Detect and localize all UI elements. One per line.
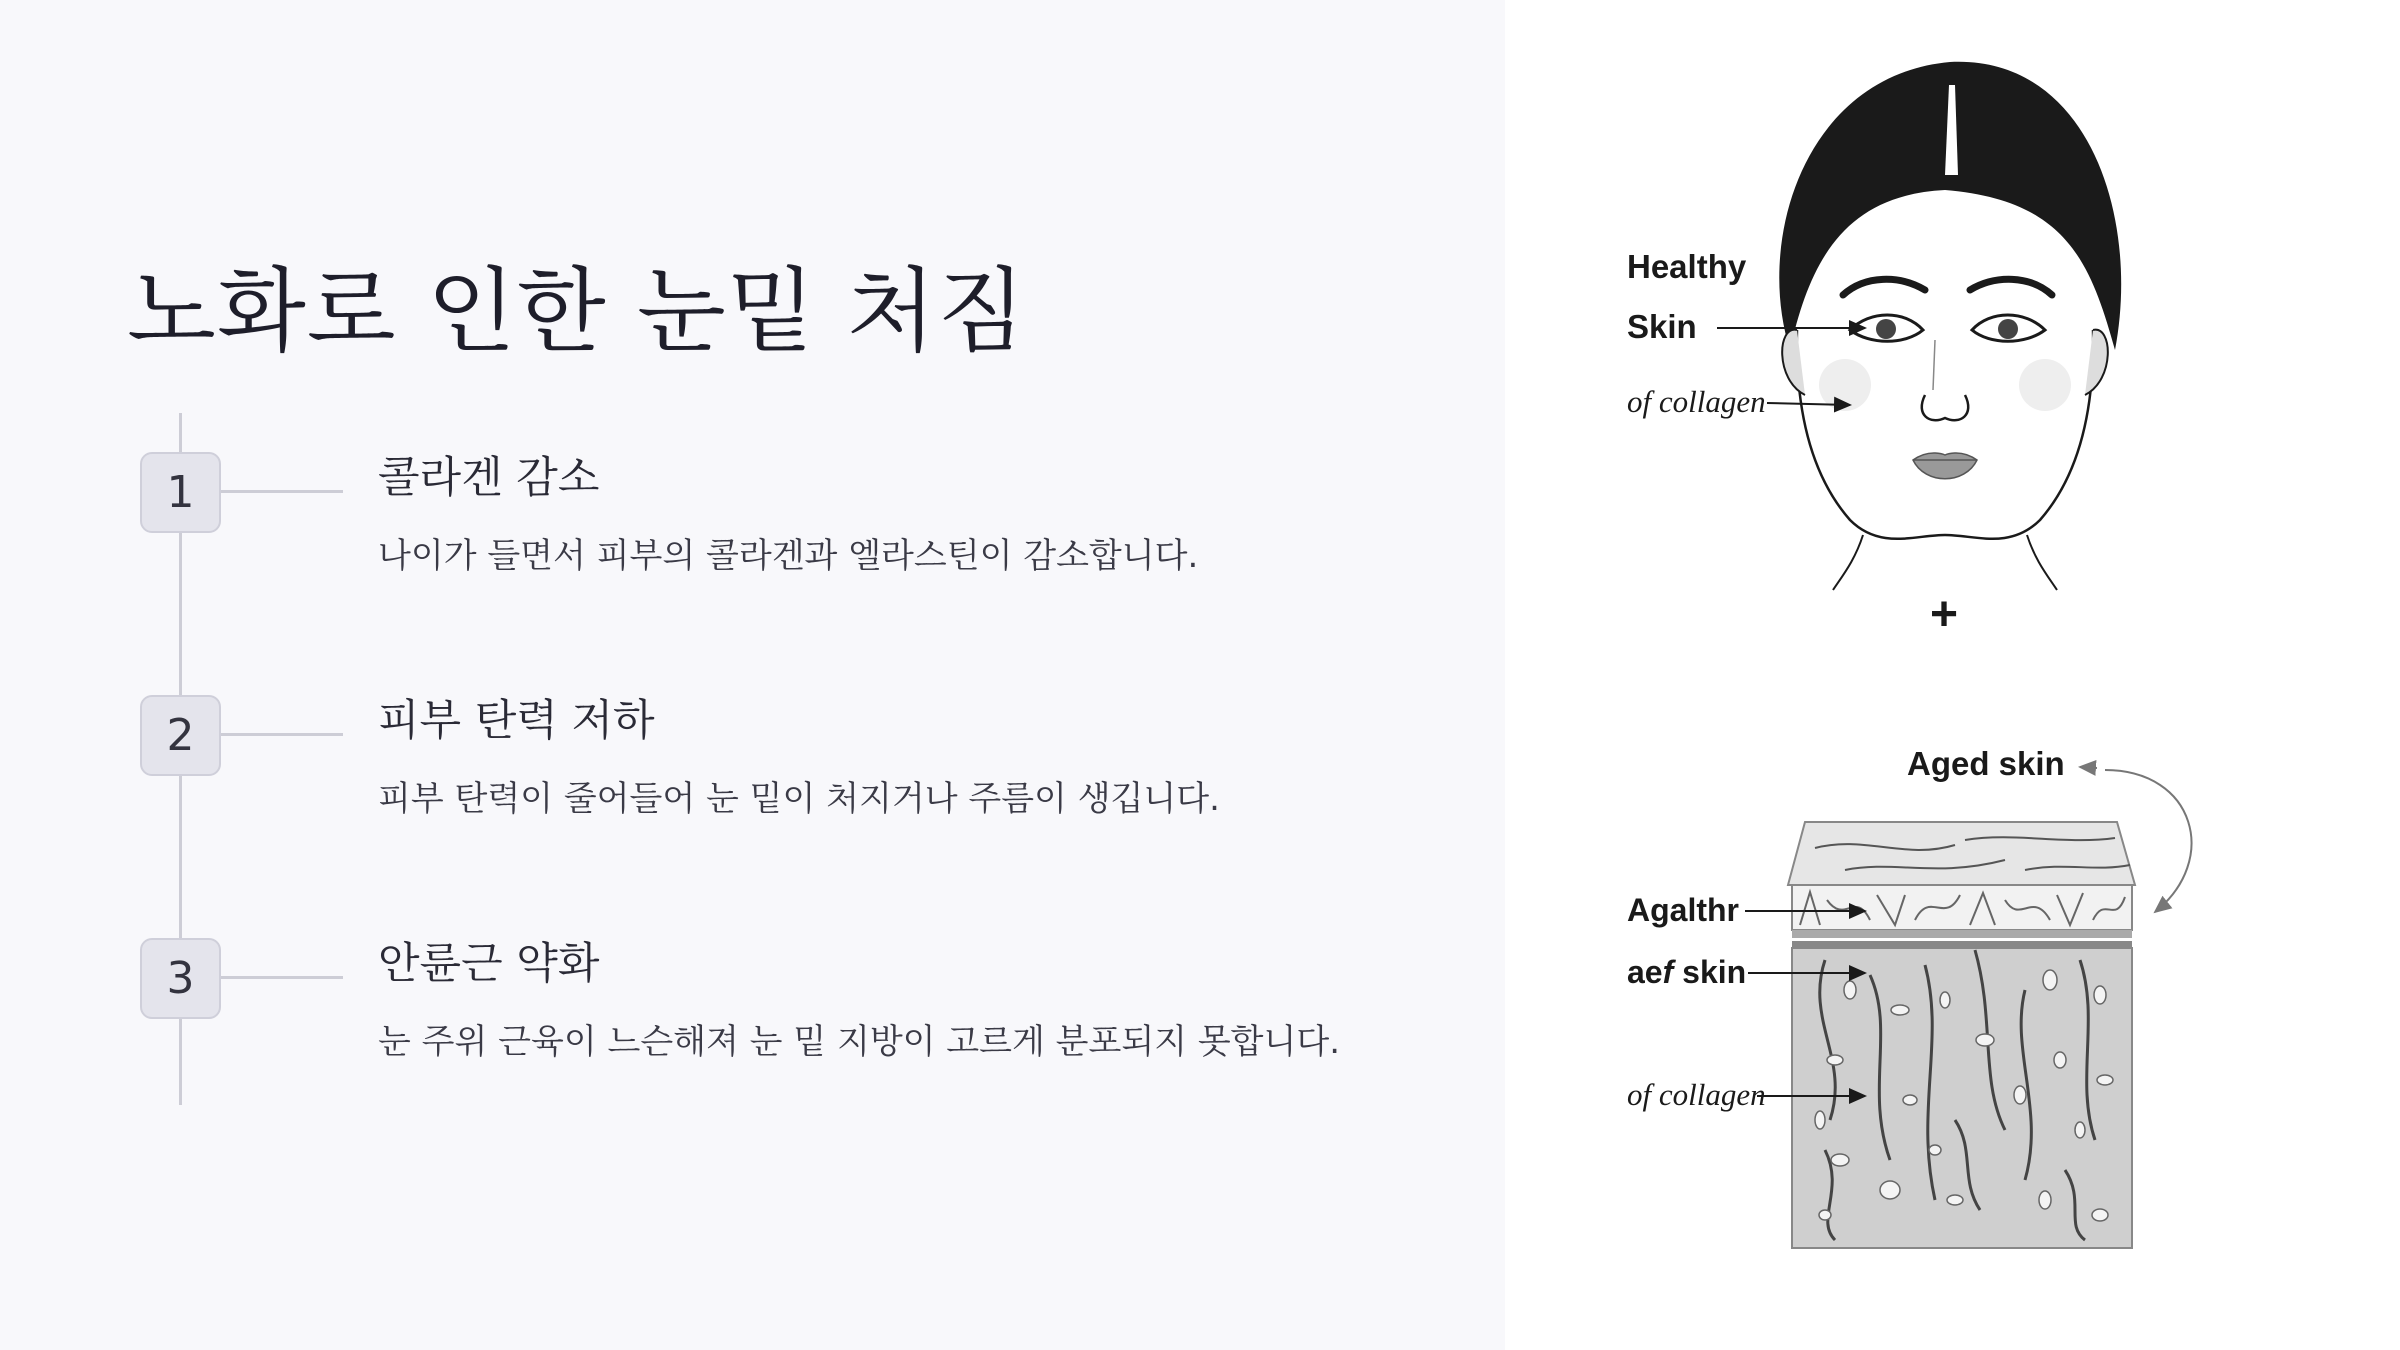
step-title: 안륜근 약화	[378, 939, 600, 989]
page-title: 노화로 인한 눈밑 처짐	[127, 258, 1027, 365]
step-3	[0, 938, 1505, 1138]
label-healthy: Healthy	[1627, 248, 1747, 285]
aging-skin-illustration	[1505, 0, 2400, 1350]
step-title: 콜라겐 감소	[378, 453, 600, 503]
skin-cross-section	[1788, 822, 2135, 1248]
step-1	[0, 452, 1505, 652]
step-number-badge: 1	[140, 452, 221, 533]
label-aged-skin: Aged skin	[1907, 745, 2065, 782]
step-number-badge: 2	[140, 695, 221, 776]
label-skin: Skin	[1627, 308, 1697, 345]
label-agalthr: Agalthr	[1627, 892, 1739, 928]
plus-sign: +	[1930, 588, 1959, 641]
label-of-collagen-skin: of collagen	[1627, 1077, 1766, 1112]
label-aef-skin: aef skin	[1627, 954, 1747, 990]
arrow	[2080, 767, 2097, 768]
face-illustration	[1779, 62, 2121, 590]
label-of-collagen-face: of collagen	[1627, 384, 1766, 419]
step-description: 눈 주위 근육이 느슨해져 눈 밑 지방이 고르게 분포되지 못합니다.	[378, 1022, 1341, 1062]
step-connector	[221, 733, 343, 736]
illustration-panel	[1505, 0, 2400, 1350]
step-2	[0, 695, 1505, 895]
step-title: 피부 탄력 저하	[378, 696, 655, 746]
step-number-badge: 3	[140, 938, 221, 1019]
step-description: 나이가 들면서 피부의 콜라겐과 엘라스틴이 감소합니다.	[378, 536, 1199, 576]
step-connector	[221, 490, 343, 493]
step-description: 피부 탄력이 줄어들어 눈 밑이 처지거나 주름이 생깁니다.	[378, 779, 1220, 819]
step-connector	[221, 976, 343, 979]
